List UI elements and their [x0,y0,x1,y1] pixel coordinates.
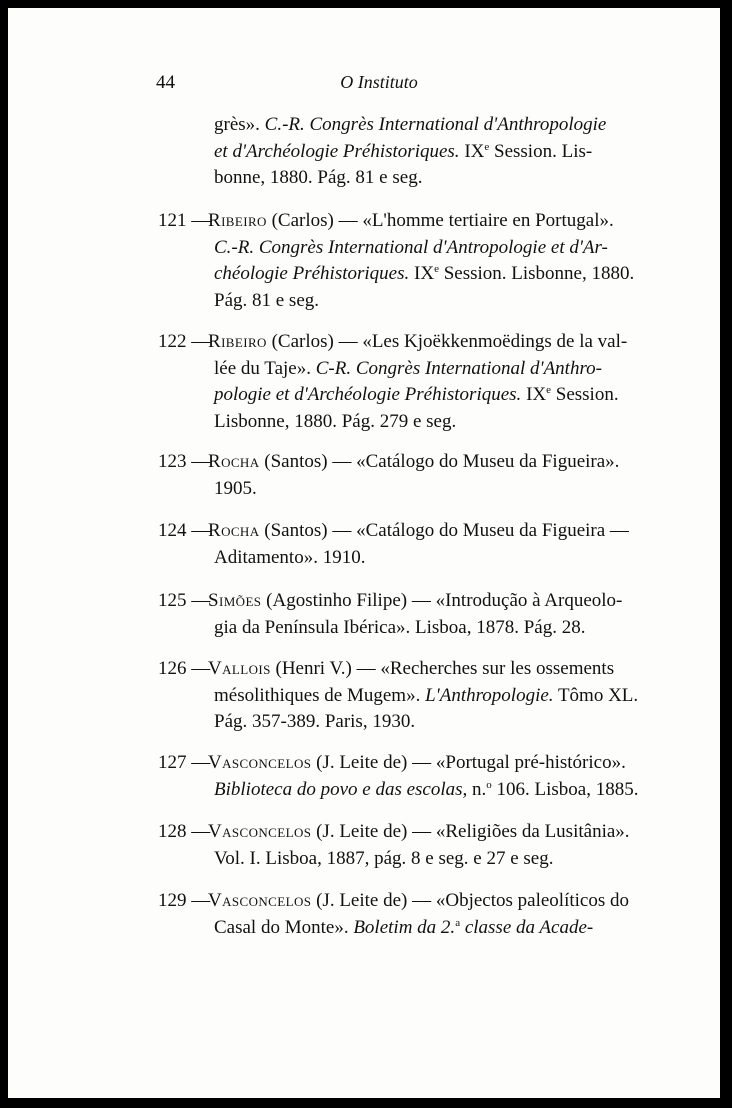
running-title: O Instituto [340,72,418,92]
author-name: Rocha [208,520,260,541]
entry-121: 121 —Ribeiro (Carlos) — «L'homme tertiaire en Portugal». C.-R. Congrès International d'Antropologie et d'Ar- chéologie Préhistoriques. IXe Session. Lisbonne, 1880. Pág. 81 e seg. [158,210,635,311]
entry-127: 127 —Vasconcelos (J. Leite de) — «Portugal pré-histórico». Biblioteca do povo e das escolas, n.$^o$ 106. Lisboa, 1885. [158,752,639,800]
author-name: Vasconcelos [208,821,312,842]
author-name: Simões [208,590,262,611]
document-page [8,8,720,1098]
author-name: Rocha [208,451,260,472]
entry-126: 126 —Vallois (Henri V.) — «Recherches sur les ossements mésolithiques de Mugem». L'Anthropologie. Tômo XL. Pág. 357-389. Paris, 1930. [158,658,639,732]
entry-120-continuation: grès». C.-R. Congrès International d'Anthropologie et d'Archéologie Préhistoriques. IXe Session. Lis- bonne, 1880. Pág. 81 e seg. [214,114,607,188]
author-name: Vasconcelos [208,890,312,911]
entry-128: 128 —Vasconcelos (J. Leite de) — «Religiões da Lusitânia». Vol. I. Lisboa, 1887, pág. 8 e seg. e 27 e seg. [158,821,630,869]
page-number: 44 [156,72,175,93]
author-name: Ribeiro [208,331,267,352]
author-name: Vallois [208,658,271,679]
entry-125: 125 —Simões (Agostinho Filipe) — «Introdução à Arqueolo- gia da Península Ibérica». Lisboa, 1878. Pág. 28. [158,590,623,638]
entry-129: 129 —Vasconcelos (J. Leite de) — «Objectos paleolíticos do Casal do Monte». Boletim da 2.$^a$ classe da Acade- [158,890,629,938]
author-name: Ribeiro [208,210,267,231]
entry-123: 123 —Rocha (Santos) — «Catálogo do Museu da Figueira». 1905. [158,451,620,499]
entry-122: 122 —Ribeiro (Carlos) — «Les Kjoëkkenmoëdings de la val- lée du Taje». C-R. Congrès International d'Anthro- pologie et d'Archéologie Préhistoriques. IXe Session. Lisbonne, 1880. Pág. 279 e seg. [158,331,628,432]
entry-124: 124 —Rocha (Santos) — «Catálogo do Museu da Figueira — Aditamento». 1910. [158,520,629,568]
author-name: Vasconcelos [208,752,312,773]
